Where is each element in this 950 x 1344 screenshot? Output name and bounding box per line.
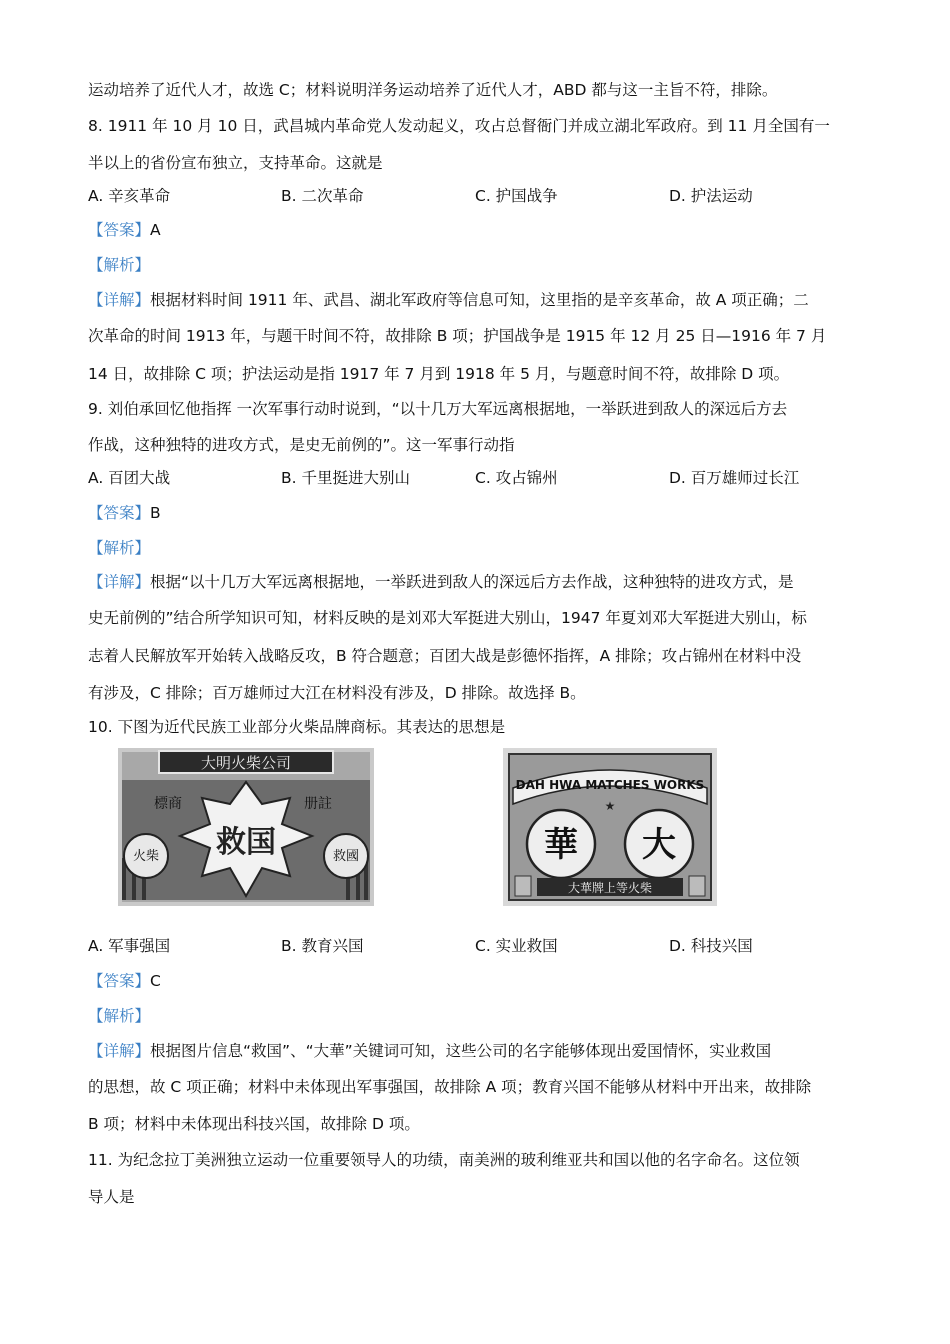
q10-option-c: C. 实业救国 xyxy=(475,937,558,955)
q10-option-b: B. 教育兴国 xyxy=(281,937,364,955)
answer-value: A xyxy=(150,221,161,239)
detail-tag: 【详解】 xyxy=(88,291,151,309)
svg-text:火柴: 火柴 xyxy=(132,849,160,864)
svg-text:大明火柴公司: 大明火柴公司 xyxy=(200,754,292,772)
detail-tag: 【详解】 xyxy=(88,1042,151,1060)
svg-text:救國: 救國 xyxy=(332,849,360,864)
answer-value: B xyxy=(150,504,161,522)
q9-detail xyxy=(88,571,794,593)
q10-answer xyxy=(88,970,161,992)
detail-text: 根据材料时间 1911 年、武昌、湖北军政府等信息可知，这里指的是辛亥革命，故 A 项正确；二 xyxy=(150,291,809,309)
q9-option-a: A. 百团大战 xyxy=(88,469,171,487)
q9-detail-cont: 有涉及，C 排除；百万雄师过大江在材料没有涉及，D 排除。故选择 B。 xyxy=(88,684,586,702)
detail-tag: 【详解】 xyxy=(88,573,151,591)
question-9-text: 9. 刘伯承回忆他指挥 一次军事行动时说到，“以十几万大军远离根据地，一举跃进到敌人的深远后方去 xyxy=(88,400,788,418)
answer-tag: 【答案】 xyxy=(88,972,151,990)
text-line: 运动培养了近代人才，故选 C；材料说明洋务运动培养了近代人才，ABD 都与这一主旨不符，排除。 xyxy=(88,81,778,99)
q9-option-b: B. 千里挺进大别山 xyxy=(281,469,410,487)
svg-text:册註: 册註 xyxy=(304,796,332,812)
svg-text:救国: 救国 xyxy=(216,825,276,860)
svg-text:大: 大 xyxy=(642,825,676,865)
question-11-text: 11. 为纪念拉丁美洲独立运动一位重要领导人的功绩，南美洲的玻利维亚共和国以他的名字命名。这位领 xyxy=(88,1151,800,1169)
q10-detail-cont: 的思想，故 C 项正确；材料中未体现出军事强国，故排除 A 项；教育兴国不能够从材料中开出来，故排除 xyxy=(88,1078,812,1096)
question-10-text: 10. 下图为近代民族工业部分火柴品牌商标。其表达的思想是 xyxy=(88,718,506,736)
question-8-text: 8. 1911 年 10 月 10 日，武昌城内革命党人发动起义，攻占总督衙门并成立湖北军政府。到 11 月全国有一 xyxy=(88,117,830,135)
q8-detail xyxy=(88,289,809,311)
svg-text:大華牌上等火柴: 大華牌上等火柴 xyxy=(567,881,653,895)
answer-tag: 【答案】 xyxy=(88,221,151,239)
detail-text: 根据“以十几万大军远离根据地，一举跃进到敌人的深远后方去作战，这种独特的进攻方式，是 xyxy=(150,573,794,591)
star-icon: ★ xyxy=(604,799,616,813)
svg-text:DAH HWA MATCHES WORKS: DAH HWA MATCHES WORKS xyxy=(515,778,705,792)
detail-text: 根据图片信息“救国”、“大華”关键词可知，这些公司的名字能够体现出爱国情怀，实业救国 xyxy=(150,1042,772,1060)
matchbox-logo-dahua xyxy=(503,748,717,906)
q8-option-b: B. 二次革命 xyxy=(281,187,364,205)
q9-answer xyxy=(88,502,161,524)
svg-text:標商: 標商 xyxy=(154,796,182,812)
analysis-tag: 【解析】 xyxy=(88,539,151,557)
q8-option-c: C. 护国战争 xyxy=(475,187,558,205)
answer-tag: 【答案】 xyxy=(88,504,151,522)
q10-option-a: A. 军事强国 xyxy=(88,937,171,955)
q10-analysis-tag xyxy=(88,1005,150,1027)
question-8-text-cont: 半以上的省份宣布独立，支持革命。这就是 xyxy=(88,154,383,172)
svg-text:華: 華 xyxy=(544,825,578,865)
q9-analysis-tag xyxy=(88,537,150,559)
analysis-tag: 【解析】 xyxy=(88,256,151,274)
q8-detail-cont: 14 日，故排除 C 项；护法运动是指 1917 年 7 月到 1918 年 5 月，与题意时间不符，故排除 D 项。 xyxy=(88,365,790,383)
analysis-tag: 【解析】 xyxy=(88,1007,151,1025)
question-9-text-cont: 作战，这种独特的进攻方式，是史无前例的”。这一军事行动指 xyxy=(88,436,515,454)
matchbox-logo-jiuguo xyxy=(118,748,374,906)
q9-detail-cont: 志着人民解放军开始转入战略反攻，B 符合题意；百团大战是彭德怀指挥，A 排除；攻占锦州在材料中没 xyxy=(88,647,802,665)
q10-detail-cont: B 项；材料中未体现出科技兴国，故排除 D 项。 xyxy=(88,1115,420,1133)
q9-option-c: C. 攻占锦州 xyxy=(475,469,558,487)
question-11-text-cont: 导人是 xyxy=(88,1188,135,1206)
q8-option-a: A. 辛亥革命 xyxy=(88,187,171,205)
answer-value: C xyxy=(150,972,161,990)
q8-option-d: D. 护法运动 xyxy=(669,187,753,205)
q8-analysis-tag xyxy=(88,254,150,276)
q8-answer xyxy=(88,219,161,241)
q8-detail-cont: 次革命的时间 1913 年，与题干时间不符，故排除 B 项；护国战争是 1915 年 12 月 25 日—1916 年 7 月 xyxy=(88,327,827,345)
q9-detail-cont: 史无前例的”结合所学知识可知，材料反映的是刘邓大军挺进大别山，1947 年夏刘邓大军挺进大别山，标 xyxy=(88,609,807,627)
q10-detail xyxy=(88,1040,771,1062)
q10-option-d: D. 科技兴国 xyxy=(669,937,753,955)
q9-option-d: D. 百万雄师过长江 xyxy=(669,469,800,487)
